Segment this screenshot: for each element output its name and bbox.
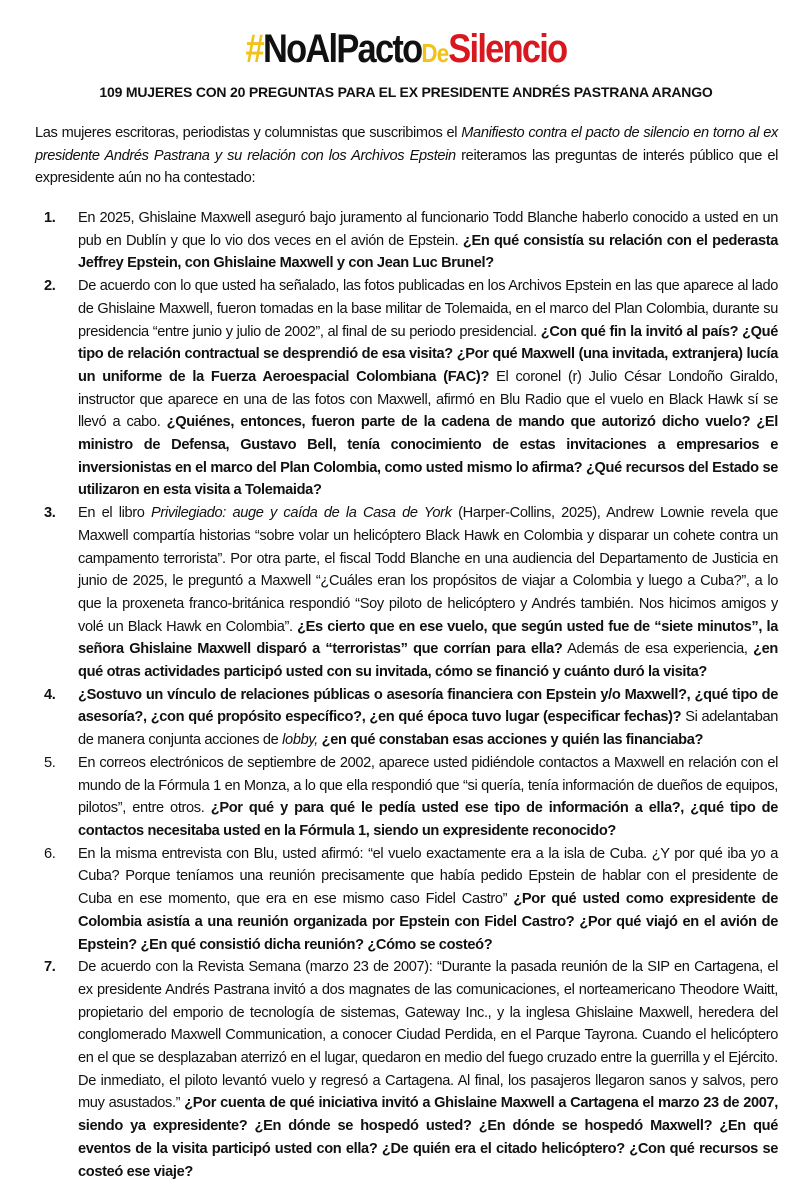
question-text: ¿Por cuenta de qué iniciativa invitó a Ghislaine Maxwell a Cartagena el marzo 23 de 2007, siendo ya expresidente? ¿En dónde se hospedó usted? ¿En dónde se hospedó Maxwell? ¿En qué eventos de la visita participó usted con ella? ¿De quién era el citado helicóptero? ¿Con qué recursos se costeó ese viaje?: [78, 1095, 778, 1180]
list-item: [0, 275, 778, 502]
body-text: De acuerdo con la Revista Semana (marzo 23 de 2007): “Durante la pasada reunión de la SIP en Cartagena, el ex presidente Andrés Pastrana invitó a dos magnates de las comunicaciones, el norteamericano Theodore Waitt, propietario del emporio de tecnología de sistemas, Gateway Inc., y la inglesa Ghislaine Maxwell, heredera del conglomerado Maxwell Communication, a conocer Ciudad Perdida, en el Parque Tayrona. Cuando el helicóptero en el que se desplazaban aterrizó en el lugar, quedaron en medio del fuego cruzado entre la guerrilla y el Ejército. De inmediato, el piloto levantó vuelo y regresó a Cartagena. Al final, los pasajeros llegaron sanos y salvos, pero muy asustados.”: [78, 959, 778, 1112]
list-item: [0, 956, 778, 1183]
body-text: En la misma entrevista con Blu, usted afirmó: “el vuelo exactamente era a la isla de Cuba. ¿Y por qué iba yo a Cuba? Porque teníamos una reunión precisamente que había pedido Epstein de hablar con el presidente de Cuba en ese momento, que era en ese mismo caso Fidel Castro”: [78, 845, 778, 908]
body-text: reiteramos las preguntas de interés público que el expresidente aún no ha contestado:: [35, 147, 778, 187]
item-number: 2.: [44, 278, 56, 295]
italic-text: Privilegiado: auge y caída de la Casa de York: [151, 505, 452, 522]
body-text: Si adelantaban de manera conjunta acciones de: [78, 709, 778, 749]
list-item: [0, 207, 778, 275]
body-text: En correos electrónicos de septiembre de 2002, aparece usted pidiéndole contactos a Maxwell en relación con el mundo de la Fórmula 1 en Monza, a lo que ella respondió que “si quería, tenía información de dueños de equipos, pilotos”, entre otros.: [78, 754, 778, 817]
question-text: ¿Es cierto que en ese vuelo, que según usted fue de “siete minutos”, la señora Ghislaine Maxwell disparó a “terroristas” que corrían para ella?: [78, 618, 778, 658]
logo-hash: #: [245, 27, 263, 71]
italic-text: lobby,: [282, 732, 318, 749]
question-text: ¿En qué consistía su relación con el pederasta Jeffrey Epstein, con Ghislaine Maxwell y con Jean Luc Brunel?: [78, 232, 778, 272]
body-text: El coronel (r) Julio César Londoño Giraldo, instructor que aparece en una de las fotos con Maxwell, afirmó en Blu Radio que el vuelo en Black Hawk sí se llevó a cabo.: [78, 368, 779, 431]
list-item: [0, 684, 778, 752]
italic-text: Manifiesto contra el pacto de silencio en torno al ex presidente Andrés Pastrana y su relación con los Archivos Epstein: [35, 125, 778, 164]
question-text: ¿Por qué y para qué le pedía usted ese tipo de información a ella?, ¿qué tipo de contactos necesitaba usted en la Fórmula 1, siendo un expresidente reconocido?: [78, 800, 779, 839]
question-text: ¿Sostuvo un vínculo de relaciones públicas o asesoría financiera con Epstein y/o Maxwell?, ¿qué tipo de asesoría?, ¿con qué propósito específico?, ¿en qué época tuvo lugar (especificar fechas)?: [78, 686, 778, 726]
list-item: [0, 502, 778, 684]
item-number: 7.: [44, 959, 56, 976]
item-number: 4.: [44, 686, 56, 703]
question-text: ¿Por qué usted como expresidente de Colombia asistía a una reunión organizada por Epstein con Fidel Castro? ¿Por qué viajó en el avión de Epstein? ¿En qué consistió dicha reunión? ¿Cómo se costeó?: [78, 891, 778, 953]
body-text: Además de esa experiencia,: [562, 641, 754, 658]
intro-paragraph: [35, 122, 778, 190]
item-number: 1.: [44, 210, 56, 226]
question-text: ¿Quiénes, entonces, fueron parte de la cadena de mando que autorizó dicho vuelo? ¿El ministro de Defensa, Gustavo Bell, tenía conocimiento de estas invitaciones a empresarios e inversionistas en el marco del Plan Colombia, como usted mismo lo afirma? ¿Qué recursos del Estado se utilizaron en esta visita a Tolemaida?: [78, 414, 778, 499]
question-list: [0, 207, 812, 1183]
body-text: Las mujeres escritoras, periodistas y columnistas que suscribimos el: [35, 125, 462, 141]
item-number: 5.: [44, 754, 56, 771]
logo-part2: De: [421, 38, 449, 68]
question-text: ¿en qué otras actividades participó usted con su invitada, cómo se financió y cuánto duró la visita?: [78, 641, 778, 681]
logo-part1: NoAlPacto: [262, 27, 422, 71]
document-title: 109 MUJERES CON 20 PREGUNTAS PARA EL EX PRESIDENTE ANDRÉS PASTRANA ARANGO: [99, 84, 713, 100]
logo-part3: Silencio: [448, 27, 567, 71]
item-number: 3.: [44, 505, 56, 522]
body-text: (Harper-Collins, 2025), Andrew Lownie revela que Maxwell compartía historias “sobre volar un helicóptero Black Hawk en Colombia y disparar un cohete contra un campamento terrorista”. Por otra parte, el fiscal Todd Blanche en una audiencia del Departamento de Justicia en junio de 2025, le preguntó a Maxwell “¿Cuáles eran los propósitos de viajar a Colombia y luego a Cuba?”, a lo que la proxeneta franco-británica respondió “Soy piloto de helicóptero y Andrés también. Nos hicimos amigos y volé un Black Hawk en Colombia”.: [78, 505, 779, 635]
list-item: [0, 843, 778, 957]
question-text: ¿en qué constaban esas acciones y quién las financiaba?: [321, 732, 704, 749]
body-text: En 2025, Ghislaine Maxwell aseguró bajo juramento al funcionario Todd Blanche haberlo conocido a usted en un pub en Dublín y que lo vio dos veces en el avión de Epstein.: [78, 210, 778, 249]
body-text: De acuerdo con lo que usted ha señalado, las fotos publicadas en los Archivos Epstein en las que aparece al lado de Ghislaine Maxwell, fueron tomadas en la base militar de Tolemaida, en el marco del Plan Colombia, durante su presidencia “entre junio y julio de 2002”, al final de su periodo presidencial.: [78, 278, 778, 340]
list-item: [0, 752, 778, 843]
body-text: En el libro: [78, 505, 152, 522]
question-text: ¿Con qué fin la invitó al país? ¿Qué tipo de relación contractual se desprendió de esa visita? ¿Por qué Maxwell (una invitada, extranjera) lucía un uniforme de la Fuerza Aeroespacial Colombiana (FAC)?: [78, 323, 778, 385]
campaign-logo: [57, 26, 755, 76]
item-number: 6.: [44, 845, 56, 862]
